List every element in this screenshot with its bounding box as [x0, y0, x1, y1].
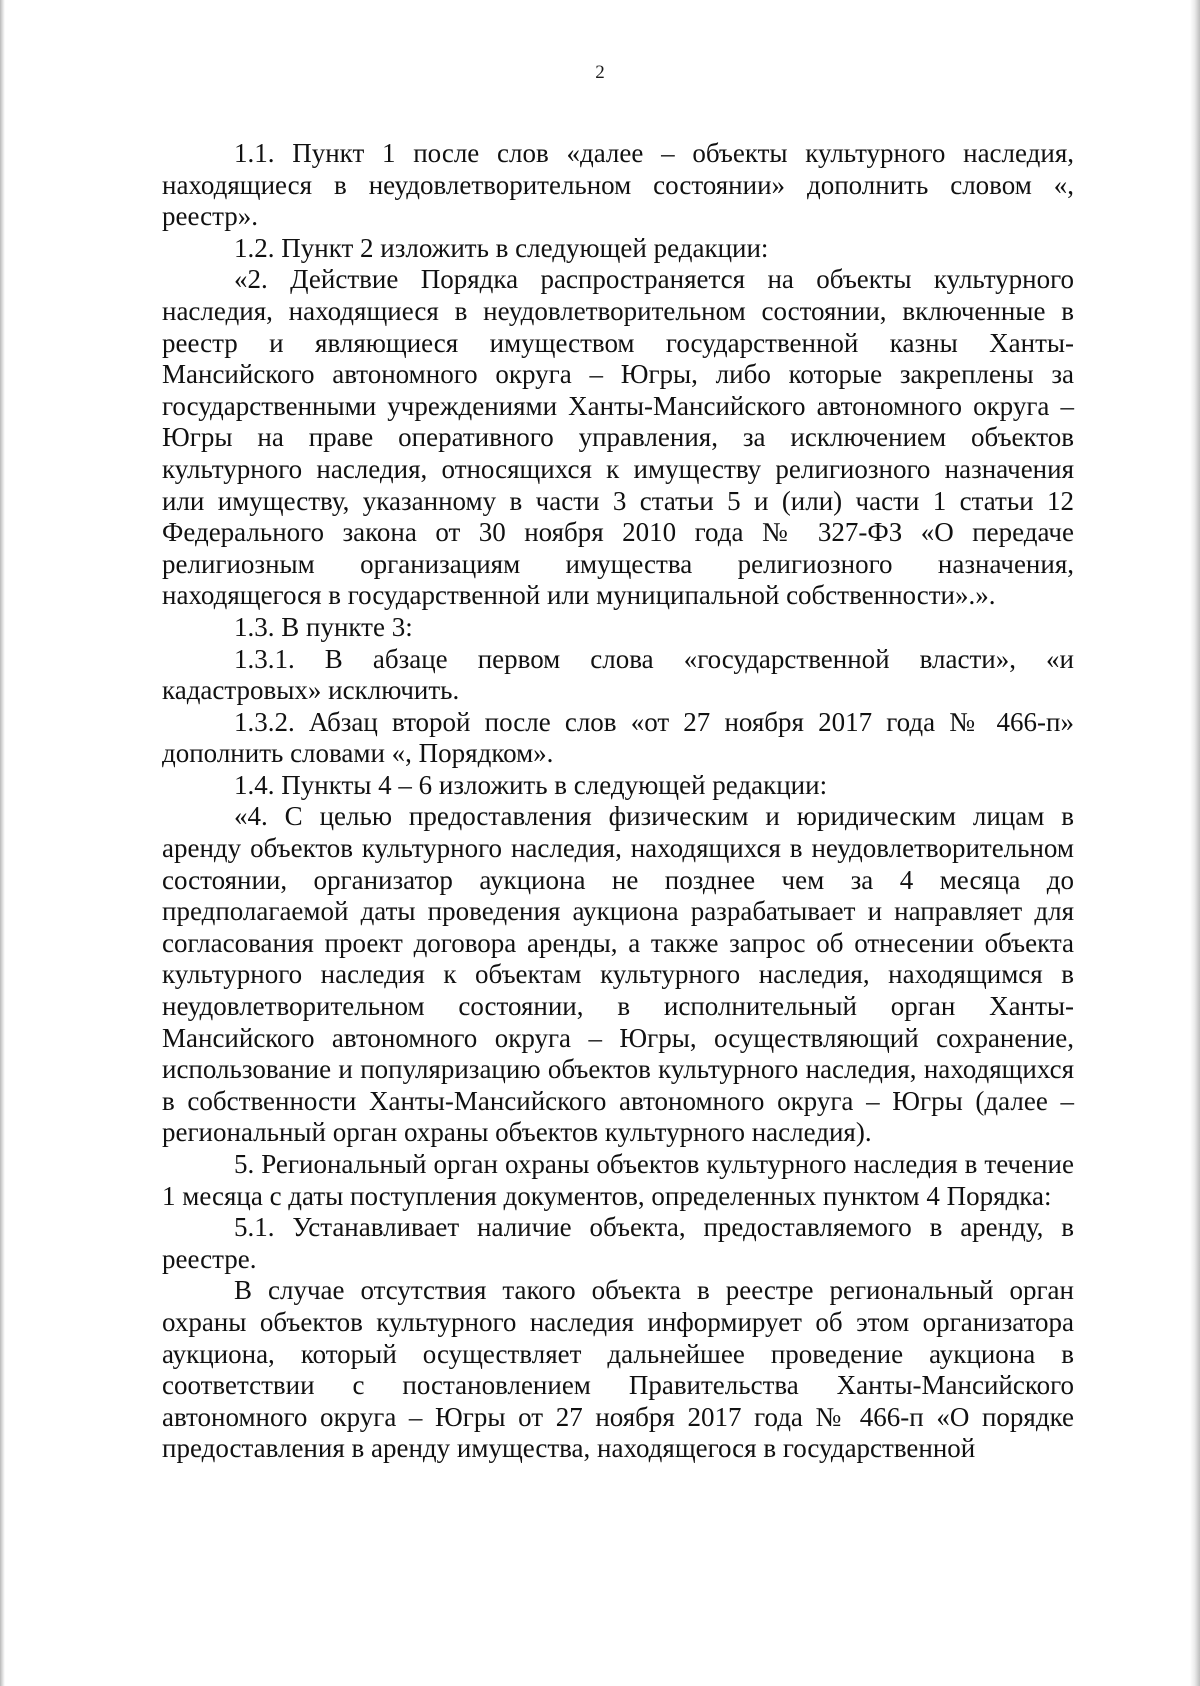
- paragraph-point-2: «2. Действие Порядка распространяется на объекты культурного наследия, находящиеся в неудовлетворительном состоянии, включенные в реестр и являющиеся имуществом государственной казны Ханты-Мансийского автономного округа – Югры, либо которые закреплены за государственными учреждениями Ханты-Мансийского автономного округа – Югры на праве оперативного управления, за исключением объектов культурного наследия, относящихся к имуществу религиозного назначения или имуществу, указанному в части 3 статьи 5 и (или) части 1 статьи 12 Федерального закона от 30 ноября 2010 года № 327-ФЗ «О передаче религиозным организациям имущества религиозного назначения, находящегося в государственной или муниципальной собственности».».: [162, 264, 1074, 611]
- scan-edge-right: [1190, 0, 1200, 1686]
- scan-edge-left: [0, 0, 5, 1686]
- paragraph-1-3-2: 1.3.2. Абзац второй после слов «от 27 ноября 2017 года № 466-п» дополнить словами «, Порядком».: [162, 706, 1074, 769]
- paragraph-point-4: «4. С целью предоставления физическим и юридическим лицам в аренду объектов культурного наследия, находящихся в неудовлетворительном состоянии, организатор аукциона не позднее чем за 4 месяца до предполагаемой даты проведения аукциона разрабатывает и направляет для согласования проект договора аренды, а также запрос об отнесении объекта культурного наследия к объектам культурного наследия, находящимся в неудовлетворительном состоянии, в исполнительный орган Ханты-Мансийского автономного округа – Югры, осуществляющий сохранение, использование и популяризацию объектов культурного наследия, находящихся в собственности Ханты-Мансийского автономного округа – Югры (далее – региональный орган охраны объектов культурного наследия).: [162, 801, 1074, 1148]
- paragraph-1-2: 1.2. Пункт 2 изложить в следующей редакции:: [234, 232, 769, 263]
- paragraph-1-3-1: 1.3.1. В абзаце первом слова «государственной власти», «и кадастровых» исключить.: [162, 643, 1074, 706]
- paragraph-5-1: 5.1. Устанавливает наличие объекта, предоставляемого в аренду, в реестре.: [162, 1212, 1074, 1274]
- paragraph-point-5: 5. Региональный орган охраны объектов культурного наследия в течение 1 месяца с даты поступления документов, определенных пунктом 4 Порядка:: [162, 1149, 1074, 1211]
- paragraph-1-1: 1.1. Пункт 1 после слов «далее – объекты культурного наследия, находящиеся в неудовлетворительном состоянии» дополнить словом «, реестр».: [162, 138, 1074, 232]
- paragraph-1-4: 1.4. Пункты 4 – 6 изложить в следующей редакции:: [234, 769, 828, 800]
- paragraph-1-3: 1.3. В пункте 3:: [234, 611, 413, 642]
- paragraph-absence-case: В случае отсутствия такого объекта в реестре региональный орган охраны объектов культурного наследия информирует об этом организатора аукциона, который осуществляет дальнейшее проведение аукциона в соответствии с постановлением Правительства Ханты-Мансийского автономного округа – Югры от 27 ноября 2017 года № 466-п «О порядке предоставления в аренду имущества, находящегося в государственной: [162, 1275, 1074, 1464]
- document-body: [162, 138, 1074, 1465]
- page-number: 2: [595, 62, 605, 83]
